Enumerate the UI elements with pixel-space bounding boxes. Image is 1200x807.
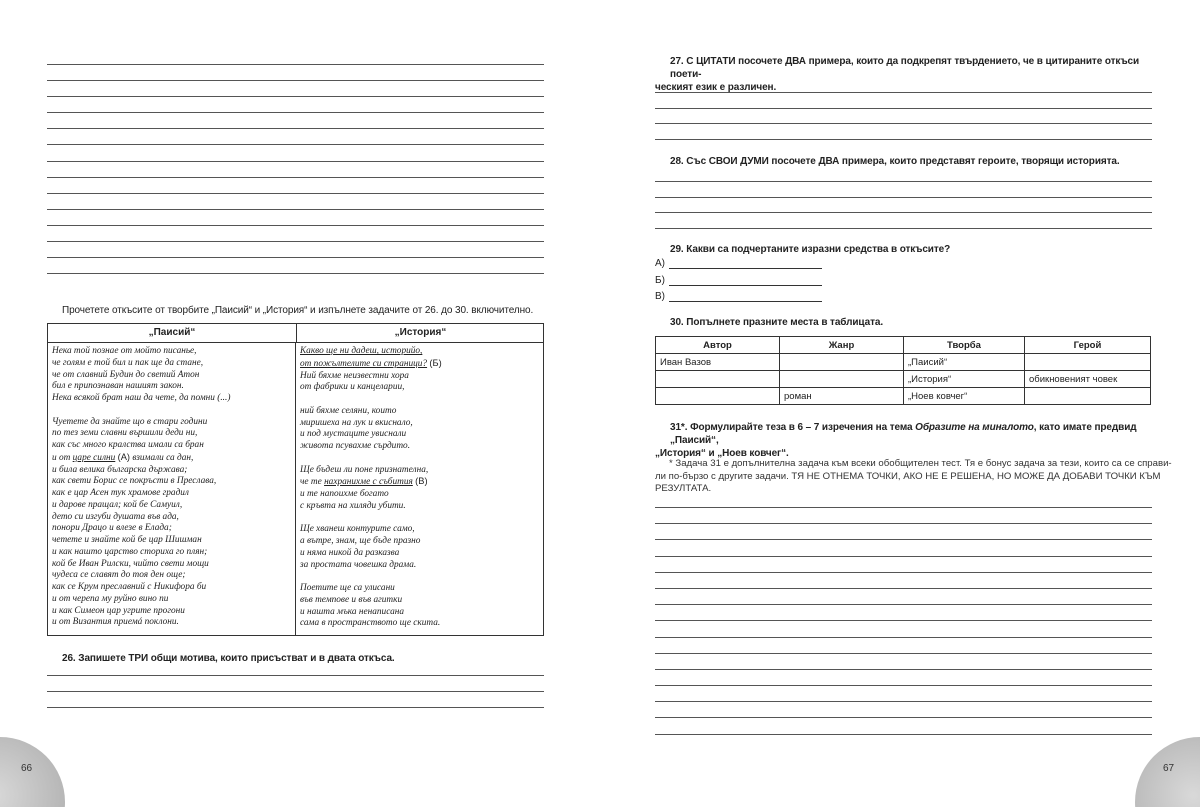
answer-line[interactable] bbox=[655, 92, 1152, 93]
answer-line[interactable] bbox=[655, 212, 1152, 213]
answer-line[interactable] bbox=[655, 523, 1152, 524]
poem-line: миришеха на лук и вкиснало, bbox=[300, 417, 413, 428]
question-27-line2: ческият език е различен. bbox=[655, 82, 777, 93]
question-28: 28. Със СВОИ ДУМИ посочете ДВА примера, които представят героите, творящи историята. bbox=[670, 156, 1120, 167]
label-a: А) bbox=[655, 258, 665, 269]
header-hero: Герой bbox=[1025, 337, 1151, 354]
question-31-line2: „История“ и „Ноев ковчег“. bbox=[655, 448, 789, 459]
answer-line[interactable] bbox=[655, 228, 1152, 229]
answer-line[interactable] bbox=[655, 539, 1152, 540]
poem-line: във темпове и във агитки bbox=[300, 594, 403, 605]
answer-v bbox=[655, 291, 822, 302]
question-27 bbox=[655, 55, 1155, 94]
header-work: Творба bbox=[904, 337, 1025, 354]
poem-line: Чуетете да знайте що в стари години bbox=[52, 416, 208, 427]
answer-b bbox=[655, 275, 822, 286]
poem-line: и как Симеон цар угрите прогони bbox=[52, 605, 185, 616]
table-row bbox=[656, 354, 1151, 371]
poem-line: понори Драцо и влезе в Елада; bbox=[52, 523, 172, 534]
poem-line: Какво ще ни дадеш, историйо, bbox=[300, 346, 423, 356]
label-b: Б) bbox=[655, 275, 665, 286]
istoria-header: „История“ bbox=[394, 327, 447, 338]
answer-line[interactable] bbox=[655, 637, 1152, 638]
poem-line: че голям е той бил и пак ще да стане, bbox=[52, 357, 204, 368]
header-genre: Жанр bbox=[780, 337, 904, 354]
poem-line: как се Крум преславний с Никифора би bbox=[52, 582, 207, 592]
poem-line: че те нахранихме с събития (В) bbox=[300, 476, 428, 488]
question-30: 30. Попълнете празните места в таблицата. bbox=[670, 317, 883, 328]
poem-line: и от черепа му руйно вино пи bbox=[52, 593, 169, 604]
poem-line: от фабрики и канцеларии, bbox=[300, 382, 405, 393]
cell: Иван Вазов bbox=[656, 354, 780, 371]
question-31 bbox=[655, 421, 1160, 460]
answer-line[interactable] bbox=[655, 669, 1152, 670]
cell: „Паисий“ bbox=[904, 354, 1025, 371]
cell: роман bbox=[780, 388, 904, 405]
answer-lines-27 bbox=[655, 92, 1152, 154]
fill-table bbox=[655, 336, 1151, 405]
answer-line[interactable] bbox=[655, 123, 1152, 124]
answer-line[interactable] bbox=[655, 604, 1152, 605]
poem-line: от пожълтелите си страници? (Б) bbox=[300, 357, 442, 369]
poem-line: чудеса се славят до тоя ден още; bbox=[52, 570, 186, 581]
poem-line: за простата човешка драма. bbox=[300, 559, 417, 570]
question-29: 29. Какви са подчертаните изразни средства в откъсите? bbox=[670, 244, 951, 255]
table-row bbox=[656, 371, 1151, 388]
poem-line: Нека той познае от мойто писанье, bbox=[52, 346, 197, 356]
bonus-note bbox=[655, 458, 1172, 496]
poem-line: четете и знайте кой бе цар Шишман bbox=[52, 535, 202, 545]
poem-line: кой бе Иван Рилски, чийто свети мощи bbox=[52, 558, 209, 569]
answer-line[interactable] bbox=[655, 197, 1152, 198]
blank-v[interactable] bbox=[669, 291, 822, 302]
table-header-row bbox=[656, 337, 1151, 354]
blank-a[interactable] bbox=[669, 258, 822, 269]
poem-line: по тез земи славни вършили деди ни, bbox=[52, 428, 198, 439]
answer-line[interactable] bbox=[655, 588, 1152, 589]
answer-line[interactable] bbox=[655, 685, 1152, 686]
poem-line: как е цар Асен тук храмове градил bbox=[52, 488, 189, 498]
poem-line: Ний бяхме неизвестни хора bbox=[300, 370, 409, 381]
question-31-line1 bbox=[670, 421, 1160, 447]
poem-line: и нашта мъка ненаписана bbox=[300, 606, 404, 617]
poem-line: как със много кралства имали са бран bbox=[52, 440, 204, 450]
poem-line: а вътре, знам, ще бъде празно bbox=[300, 536, 421, 546]
q31-topic: Образите на миналото bbox=[915, 422, 1034, 433]
answer-line[interactable] bbox=[655, 507, 1152, 508]
table-row bbox=[656, 388, 1151, 405]
q31-end: , като имате предвид „Паисий“, bbox=[670, 422, 1137, 446]
poem-line: и няма никой да разказва bbox=[300, 547, 400, 558]
poem-line: и от Византия приемá поклони. bbox=[52, 617, 179, 628]
poem-line: Нека всякой брат наш да чете, да помни (...) bbox=[52, 393, 231, 403]
poem-line: Ще хванеш контурите само, bbox=[300, 524, 415, 535]
page-number-right: 67 bbox=[1163, 763, 1175, 774]
poem-line: и от царе силни (А) взимали са дан, bbox=[52, 451, 194, 463]
poem-line: и те напоихме богато bbox=[300, 489, 389, 499]
blank-b[interactable] bbox=[669, 275, 822, 286]
note-line1: * Задача 31 е допълнителна задача към всеки обобщителен тест. Тя е бонус задача за тези, които са се справи- bbox=[669, 458, 1172, 469]
reading-instruction: Прочетете откъсите от творбите „Паисий“ и „История“ и изпълнете задачите от 26. до 30. включително. bbox=[62, 305, 534, 316]
poem-line: с кръвта на хиляди убити. bbox=[300, 500, 406, 511]
poem-line: Ще бъдеш ли поне признателна, bbox=[300, 464, 429, 475]
note-line2: ли по-бързо с другите задачи. ТЯ НЕ ОТНЕМА ТОЧКИ, АКО НЕ Е РЕШЕНА, НО МОЖЕ ДА ДОБАВИ ТОЧКИ КЪМ bbox=[655, 470, 1161, 482]
answer-lines-31 bbox=[655, 507, 1152, 750]
cell: „История“ bbox=[904, 371, 1025, 388]
answer-line[interactable] bbox=[655, 181, 1152, 182]
answer-line[interactable] bbox=[655, 717, 1152, 718]
answer-line[interactable] bbox=[655, 139, 1152, 140]
cell-blank[interactable] bbox=[1025, 354, 1151, 371]
cell-blank[interactable] bbox=[780, 354, 904, 371]
poem-line: как свети Борис се покръсти в Преслава, bbox=[52, 476, 217, 487]
question-27-line1: 27. С ЦИТАТИ посочете ДВА примера, които да подкрепят твърдението, че в цитираните откъси поети- bbox=[670, 56, 1140, 80]
poem-line: и дарове пращал; кой бе Самуил, bbox=[52, 499, 183, 510]
question-26: 26. Запишете ТРИ общи мотива, които присъстват и в двата откъса. bbox=[62, 653, 395, 664]
poem-line: ний бяхме селяни, които bbox=[300, 405, 397, 416]
cell: обикновеният човек bbox=[1025, 371, 1151, 388]
cell-blank[interactable] bbox=[780, 371, 904, 388]
answer-a bbox=[655, 258, 822, 269]
note-line3: РЕЗУЛТАТА. bbox=[655, 483, 712, 494]
cell-blank[interactable] bbox=[656, 371, 780, 388]
poem-line: и била велика българска държава; bbox=[52, 464, 188, 475]
poem-line: и как нашто царство сториха го плян; bbox=[52, 546, 208, 557]
label-v: В) bbox=[655, 291, 665, 302]
poem-line: дето си изгуби душата във ада, bbox=[52, 511, 179, 522]
answer-line[interactable] bbox=[655, 653, 1152, 654]
poem-line: бил е припознаван нашият закон. bbox=[52, 381, 184, 392]
header-author: Автор bbox=[656, 337, 780, 354]
cell-blank[interactable] bbox=[656, 388, 780, 405]
poem-line: Поетите ще са улисани bbox=[300, 583, 395, 593]
paisii-header: „Паисий“ bbox=[48, 324, 297, 342]
poem-line: живота псувахме сърдито. bbox=[300, 441, 411, 451]
answer-line[interactable] bbox=[655, 556, 1152, 557]
answer-lines-28 bbox=[655, 181, 1152, 243]
answer-line[interactable] bbox=[655, 734, 1152, 735]
poem-line: че от славний Будин до светий Атон bbox=[52, 369, 200, 380]
answer-line[interactable] bbox=[655, 620, 1152, 621]
cell: „Ноев ковчег“ bbox=[904, 388, 1025, 405]
answer-line[interactable] bbox=[655, 572, 1152, 573]
q31-start: 31*. Формулирайте теза в 6 – 7 изречения на тема bbox=[670, 422, 916, 433]
page-number: 66 bbox=[21, 763, 33, 774]
answer-line[interactable] bbox=[655, 108, 1152, 109]
cell-blank[interactable] bbox=[1025, 388, 1151, 405]
answer-line[interactable] bbox=[655, 701, 1152, 702]
poem-line: и под мустаците увиснали bbox=[300, 429, 407, 440]
poem-line: сама в пространството ще скита. bbox=[300, 618, 441, 629]
